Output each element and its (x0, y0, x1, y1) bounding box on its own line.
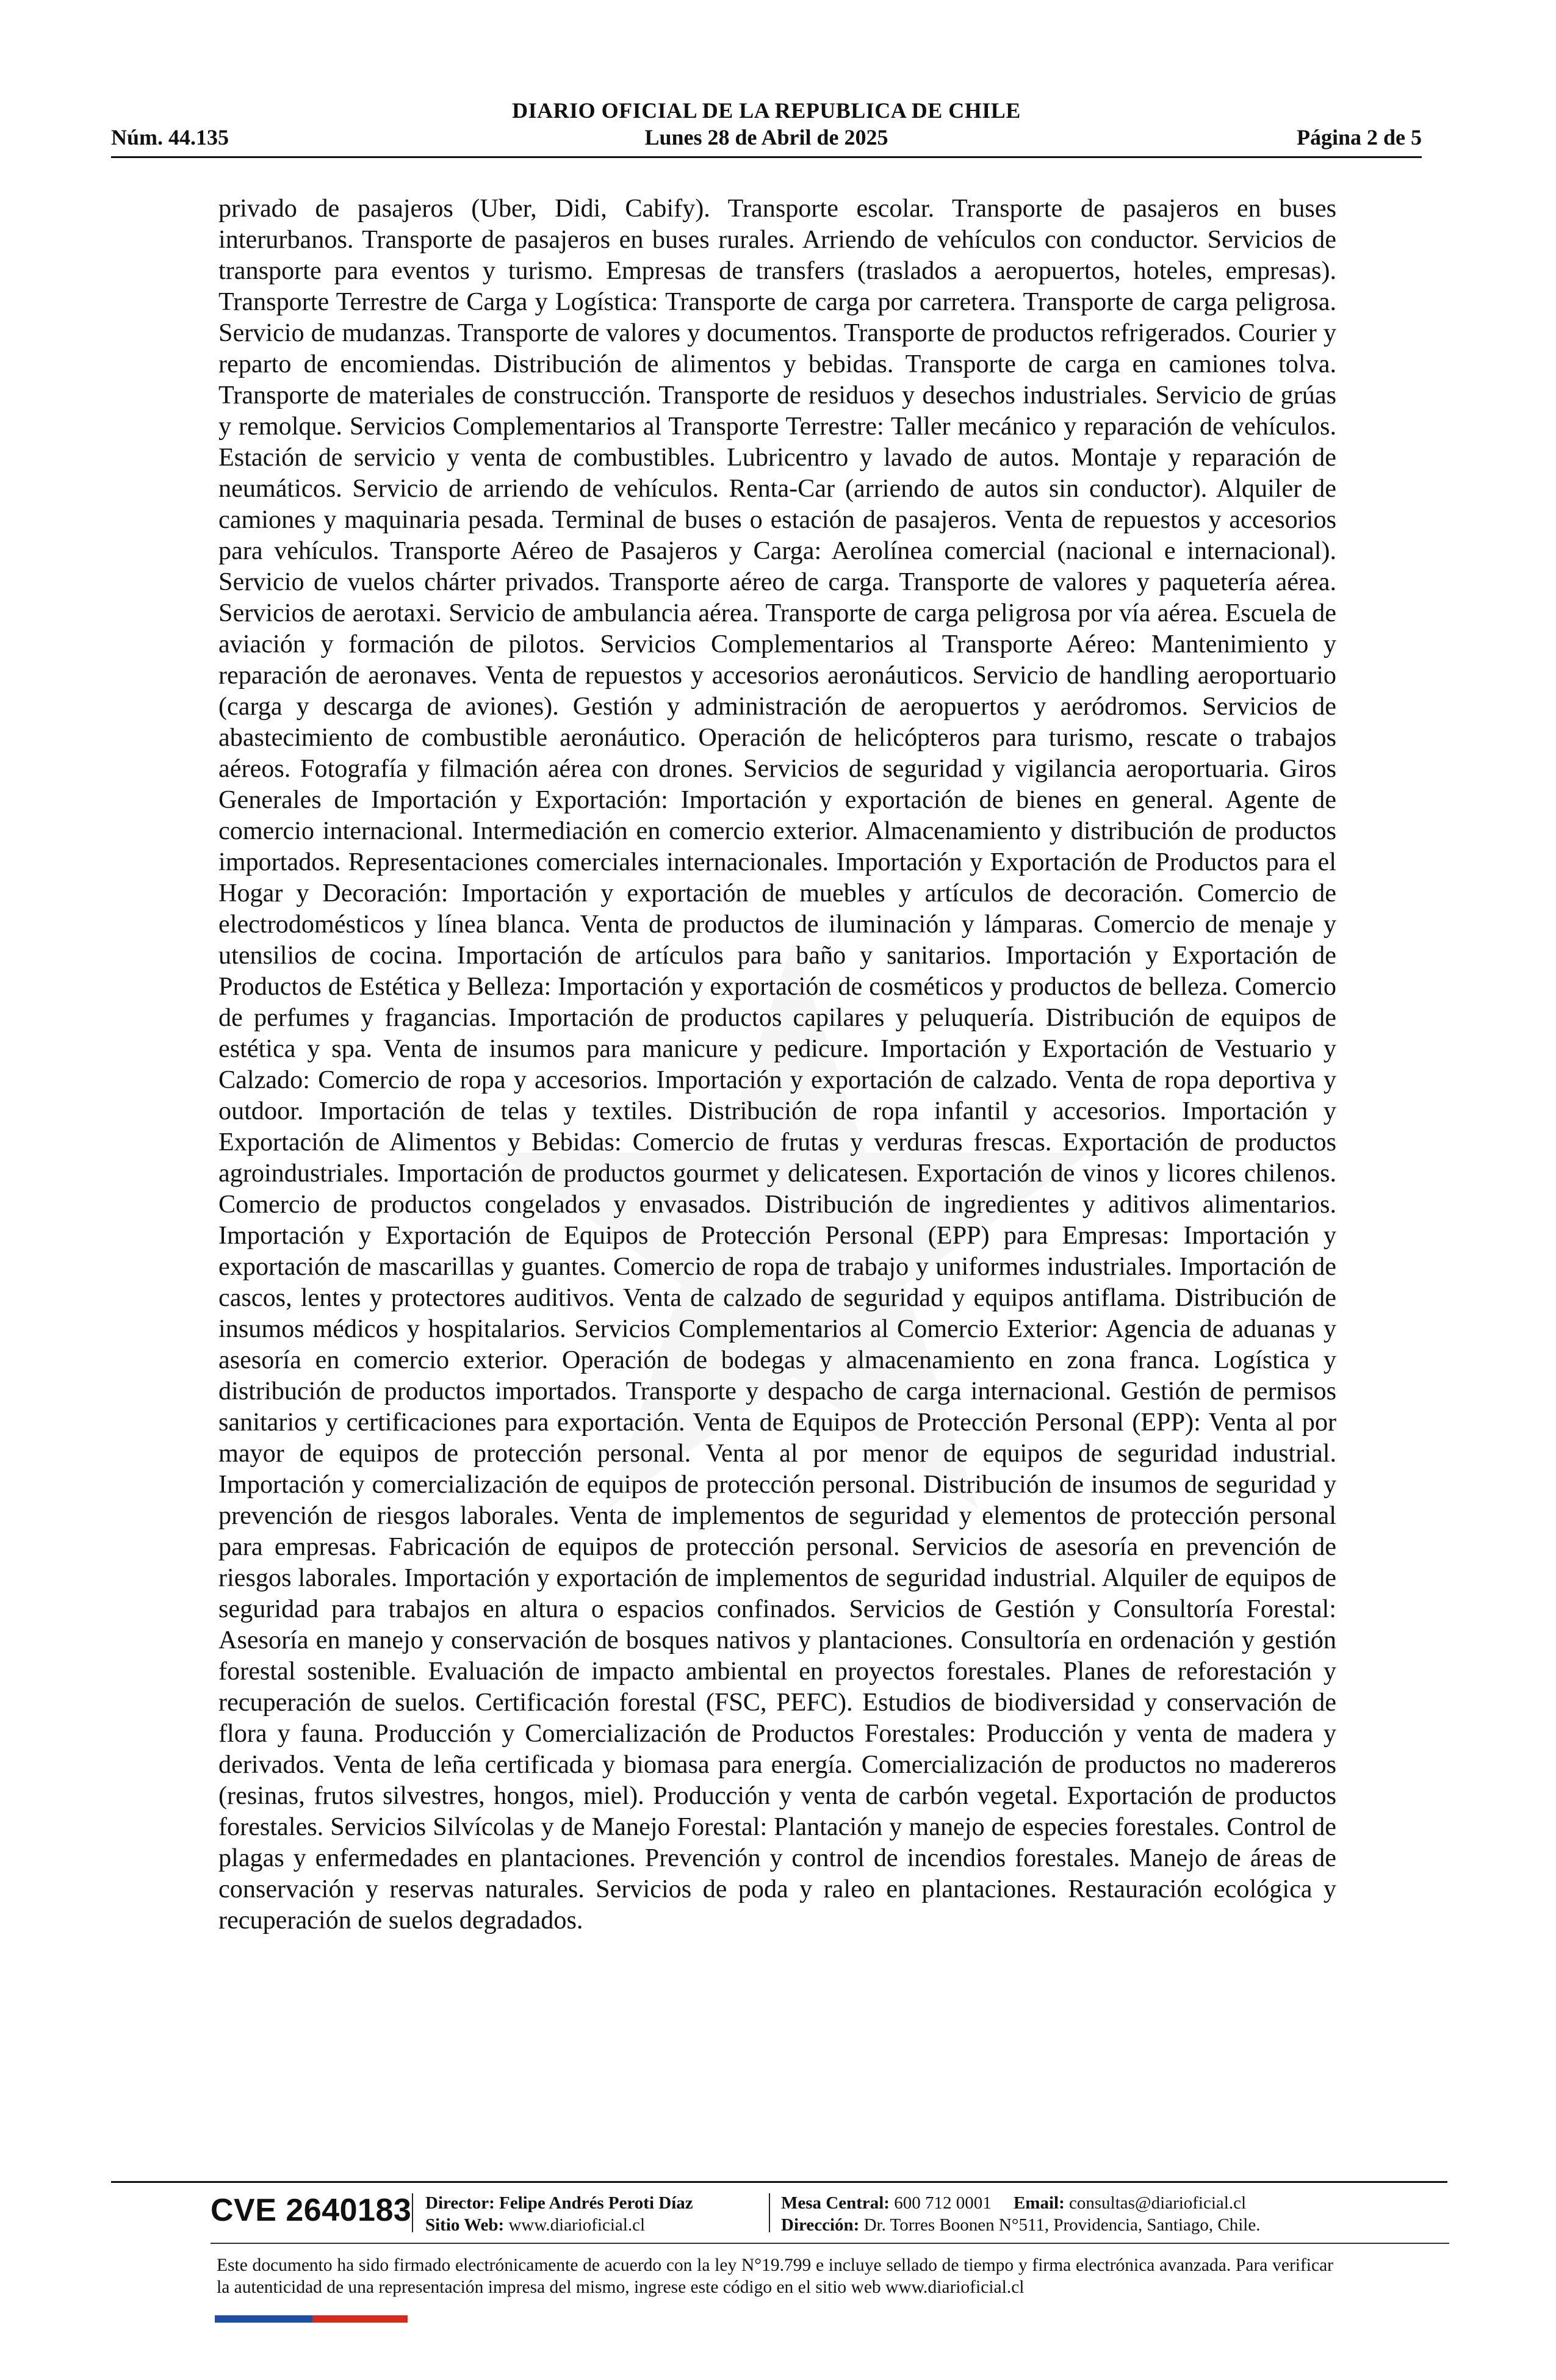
page-footer (211, 2188, 1345, 2237)
email-label: Email: (1013, 2193, 1065, 2213)
address-label: Dirección: (781, 2215, 860, 2235)
address-value: Dr. Torres Boonen N°511, Providencia, Santiago, Chile. (863, 2215, 1261, 2235)
issue-number: Núm. 44.135 (111, 125, 229, 150)
footer-separator (769, 2193, 770, 2232)
newspaper-title: DIARIO OFICIAL DE LA REPUBLICA DE CHILE (512, 98, 1021, 123)
footer-divider-lower (211, 2243, 1449, 2244)
flag-stripe-blue (215, 2315, 312, 2323)
director-label: Director: (425, 2193, 495, 2213)
website-link[interactable]: www.diarioficial.cl (508, 2215, 646, 2235)
body-paragraph: privado de pasajeros (Uber, Didi, Cabify). Transporte escolar. Transporte de pasajeros en buses interurbanos. Transporte de pasajeros en buses rurales. Arriendo de vehículos con conductor. Servicios de transporte para eventos y turismo. Empresas de transfers (traslados a aeropuertos, hoteles, empresas). Transporte Terrestre de Carga y Logística: Transporte de carga por carretera. Transporte de carga peligrosa. Servicio de mudanzas. Transporte de valores y documentos. Transporte de productos refrigerados. Courier y reparto de encomiendas. Distribución de alimentos y bebidas. Transporte de carga en camiones tolva. Transporte de materiales de construcción. Transporte de residuos y desechos industriales. Servicio de grúas y remolque. Servicios Complementarios al Transporte Terrestre: Taller mecánico y reparación de vehículos. Estación de servicio y venta de combustibles. Lubricentro y lavado de autos. Montaje y reparación de neumáticos. Servicio de arriendo de vehículos. Renta-Car (arriendo de autos sin conductor). Alquiler de camiones y maquinaria pesada. Terminal de buses o estación de pasajeros. Venta de repuestos y accesorios para vehículos. Transporte Aéreo de Pasajeros y Carga: Aerolínea comercial (nacional e internacional). Servicio de vuelos chárter privados. Transporte aéreo de carga. Transporte de valores y paquetería aérea. Servicios de aerotaxi. Servicio de ambulancia aérea. Transporte de carga peligrosa por vía aérea. Escuela de aviación y formación de pilotos. Servicios Complementarios al Transporte Aéreo: Mantenimiento y reparación de aeronaves. Venta de repuestos y accesorios aeronáuticos. Servicio de handling aeroportuario (carga y descarga de aviones). Gestión y administración de aeropuertos y aeródromos. Servicios de abastecimiento de combustible aeronáutico. Operación de helicópteros para turismo, rescate o trabajos aéreos. Fotografía y filmación aérea con drones. Servicios de seguridad y vigilancia aeroportuaria. Giros Generales de Importación y Exportación: Importación y exportación de bienes en general. Agente de comercio internacional. Intermediación en comercio exterior. Almacenamiento y distribución de productos importados. Representaciones comerciales internacionales. Importación y Exportación de Productos para el Hogar y Decoración: Importación y exportación de muebles y artículos de decoración. Comercio de electrodomésticos y línea blanca. Venta de productos de iluminación y lámparas. Comercio de menaje y utensilios de cocina. Importación de artículos para baño y sanitarios. Importación y Exportación de Productos de Estética y Belleza: Importación y exportación de cosméticos y productos de belleza. Comercio de perfumes y fragancias. Importación de productos capilares y peluquería. Distribución de equipos de estética y spa. Venta de insumos para manicure y pedicure. Importación y Exportación de Vestuario y Calzado: Comercio de ropa y accesorios. Importación y exportación de calzado. Venta de ropa deportiva y outdoor. Importación de telas y textiles. Distribución de ropa infantil y accesorios. Importación y Exportación de Alimentos y Bebidas: Comercio de frutas y verduras frescas. Exportación de productos agroindustriales. Importación de productos gourmet y delicatesen. Exportación de vinos y licores chilenos. Comercio de productos congelados y envasados. Distribución de ingredientes y aditivos alimentarios. Importación y Exportación de Equipos de Protección Personal (EPP) para Empresas: Importación y exportación de mascarillas y guantes. Comercio de ropa de trabajo y uniformes industriales. Importación de cascos, lentes y protectores auditivos. Venta de calzado de seguridad y equipos antiflama. Distribución de insumos médicos y hospitalarios. Servicios Complementarios al Comercio Exterior: Agencia de aduanas y asesoría en comercio exterior. Operación de bodegas y almacenamiento en zona franca. Logística y distribución de productos importados. Transporte y despacho de carga internacional. Gestión de permisos sanitarios y certificaciones para exportación. Venta de Equipos de Protección Personal (EPP): Venta al por mayor de equipos de protección personal. Venta al por menor de equipos de seguridad industrial. Importación y comercialización de equipos de protección personal. Distribución de insumos de seguridad y prevención de riesgos laborales. Venta de implementos de seguridad y elementos de protección personal para empresas. Fabricación de equipos de protección personal. Servicios de asesoría en prevención de riesgos laborales. Importación y exportación de implementos de seguridad industrial. Alquiler de equipos de seguridad para trabajos en altura o espacios confinados. Servicios de Gestión y Consultoría Forestal: Asesoría en manejo y conservación de bosques nativos y plantaciones. Consultoría en ordenación y gestión forestal sostenible. Evaluación de impacto ambiental en proyectos forestales. Planes de reforestación y recuperación de suelos. Certificación forestal (FSC, PEFC). Estudios de biodiversidad y conservación de flora y fauna. Producción y Comercialización de Productos Forestales: Producción y venta de madera y derivados. Venta de leña certificada y biomasa para energía. Comercialización de productos no madereros (resinas, frutos silvestres, hongos, miel). Producción y venta de carbón vegetal. Exportación de productos forestales. Servicios Silvícolas y de Manejo Forestal: Plantación y manejo de especies forestales. Control de plagas y enfermedades en plantaciones. Prevención y control de incendios forestales. Manejo de áreas de conservación y reservas naturales. Servicios de poda y raleo en plantaciones. Restauración ecológica y recuperación de suelos degradados. (218, 194, 1336, 1935)
website-label: Sitio Web: (425, 2215, 505, 2235)
footer-separator (412, 2193, 413, 2232)
page-number: Página 2 de 5 (1296, 125, 1422, 150)
page-header (111, 98, 1422, 153)
mesa-label: Mesa Central: (781, 2193, 890, 2213)
footer-director-block (425, 2192, 693, 2236)
flag-stripe-red (312, 2315, 408, 2323)
mesa-phone: 600 712 0001 (894, 2193, 992, 2213)
email-link[interactable]: consultas@diarioficial.cl (1069, 2193, 1247, 2213)
legal-notice: Este documento ha sido firmado electrónicamente de acuerdo con la ley N°19.799 e incluye sellado de tiempo y firma electrónica avanzada. Para verificar la autenticidad de una representación impresa del mismo, ingrese este código en el sitio web www.diarioficial.cl (217, 2256, 1333, 2297)
footer-contact-block (781, 2192, 1260, 2236)
cve-code: CVE 2640183 (211, 2193, 412, 2228)
director-name: Felipe Andrés Peroti Díaz (499, 2193, 693, 2213)
footer-divider (111, 2181, 1447, 2183)
header-divider (111, 156, 1422, 158)
issue-date: Lunes 28 de Abril de 2025 (644, 125, 888, 150)
